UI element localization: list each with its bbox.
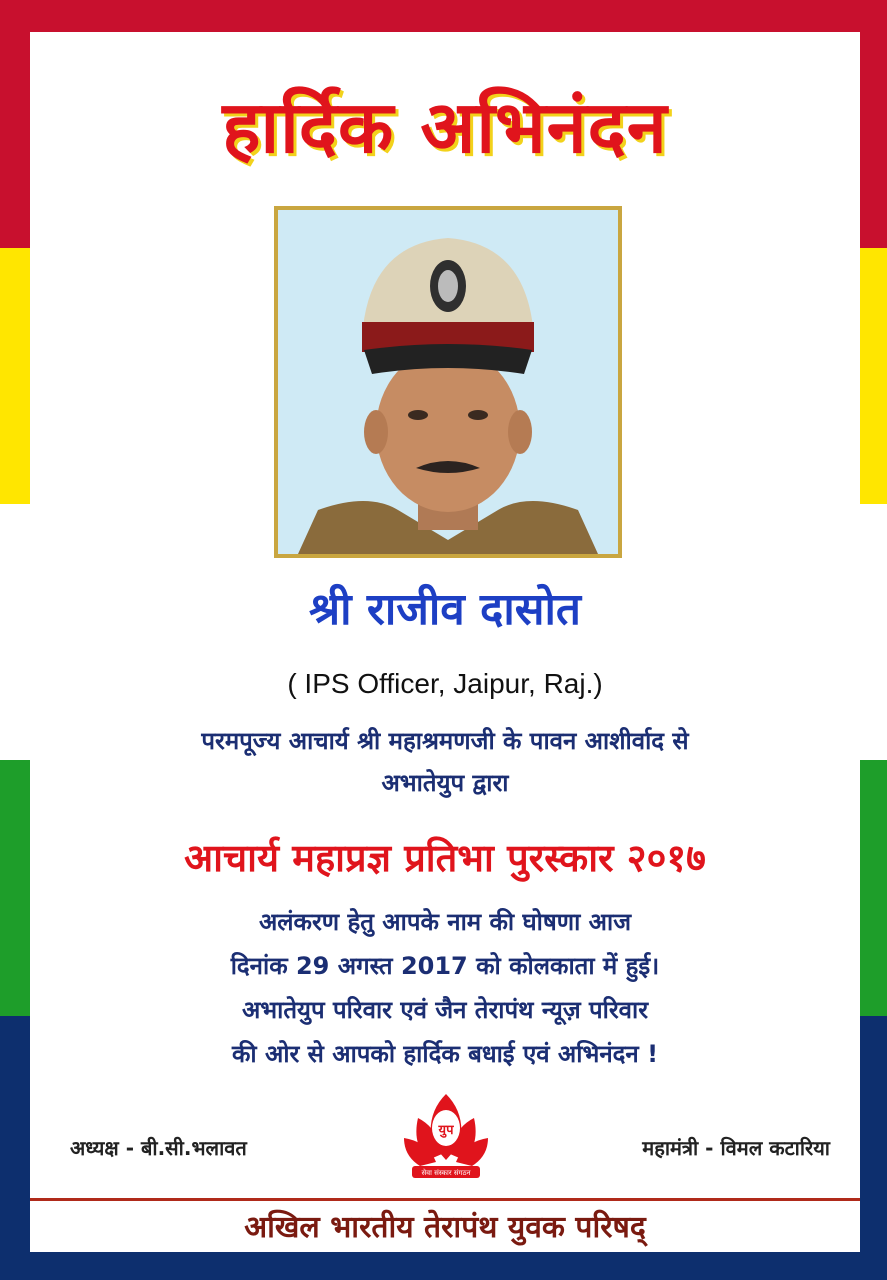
page-title: हार्दिक अभिनंदन — [222, 85, 668, 169]
blessing-text — [70, 720, 820, 804]
president-signature: अध्यक्ष - बी.सी.भलावत — [70, 1136, 247, 1160]
logo-motto: सेवा संस्कार संगठन — [421, 1169, 471, 1177]
organization-name: अखिल भारतीय तेरापंथ युवक परिषद् — [244, 1210, 646, 1245]
blessing-line: परमपूज्य आचार्य श्री महाश्रमणजी के पावन आशीर्वाद से — [201, 727, 689, 755]
message-line: दिनांक 29 अगस्त 2017 को कोलकाता में हुई। — [230, 952, 660, 980]
officer-name: श्री राजीव दासोत — [308, 584, 582, 635]
felicitation-card — [30, 32, 860, 1252]
secretary-signature: महामंत्री - विमल कटारिया — [642, 1136, 830, 1160]
announcement-message — [90, 900, 800, 1076]
officer-portrait-icon — [278, 210, 618, 554]
message-line: अभातेयुप परिवार एवं जैन तेरापंथ न्यूज़ परिवार — [241, 996, 649, 1024]
award-title: आचार्य महाप्रज्ञ प्रतिभा पुरस्कार २०१७ — [184, 836, 706, 880]
officer-designation: ( IPS Officer, Jaipur, Raj.) — [287, 668, 603, 699]
message-line: की ओर से आपको हार्दिक बधाई एवं अभिनंदन ! — [231, 1040, 659, 1068]
footer-bar — [30, 1198, 860, 1255]
blessing-line: अभातेयुप द्वारा — [381, 769, 509, 797]
message-line: अलंकरण हेतु आपके नाम की घोषणा आज — [258, 908, 632, 936]
officer-photo — [274, 206, 622, 558]
lotus-emblem-icon — [398, 1088, 494, 1184]
logo-center-text: युप — [438, 1123, 454, 1138]
